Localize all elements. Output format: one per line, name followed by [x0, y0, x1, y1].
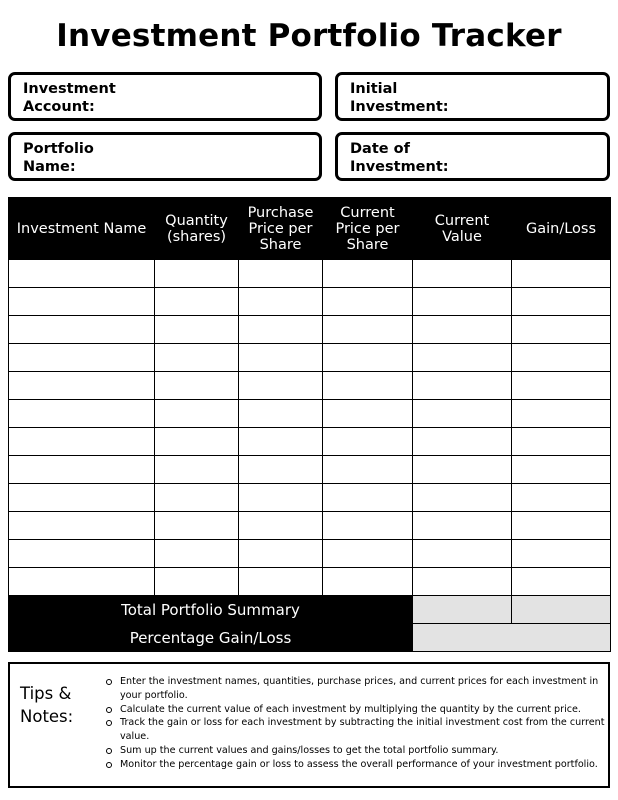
name-cell[interactable] [9, 540, 155, 568]
summary-row [9, 596, 611, 624]
circle-bullet-icon [106, 679, 112, 685]
quantity-cell[interactable] [155, 288, 239, 316]
quantity-cell[interactable] [155, 512, 239, 540]
current-value-cell[interactable] [413, 428, 512, 456]
table-row [9, 260, 611, 288]
current-value-cell[interactable] [413, 512, 512, 540]
current-price-cell[interactable] [323, 372, 413, 400]
gain-loss-cell[interactable] [512, 344, 611, 372]
circle-bullet-icon [106, 707, 112, 713]
header-investment-name: Investment Name [9, 198, 155, 260]
name-cell[interactable] [9, 428, 155, 456]
name-cell[interactable] [9, 344, 155, 372]
tip-item: Monitor the percentage gain or loss to assess the overall performance of your investment portfolio. [120, 758, 606, 772]
total-gain-loss-cell[interactable] [512, 596, 611, 624]
investment-account-label-line1: Investment [23, 81, 116, 97]
current-value-cell[interactable] [413, 456, 512, 484]
current-value-cell[interactable] [413, 372, 512, 400]
tip-item: Track the gain or loss for each investment by subtracting the initial investment cost from the current value. [120, 716, 606, 744]
total-portfolio-summary-label: Total Portfolio Summary [9, 596, 413, 624]
name-cell[interactable] [9, 484, 155, 512]
date-of-investment-label-line2: Investment: [350, 159, 449, 175]
current-price-cell[interactable] [323, 568, 413, 596]
purchase-price-cell[interactable] [239, 260, 323, 288]
quantity-cell[interactable] [155, 568, 239, 596]
table-row [9, 316, 611, 344]
quantity-cell[interactable] [155, 456, 239, 484]
table-row [9, 288, 611, 316]
gain-loss-cell[interactable] [512, 260, 611, 288]
purchase-price-cell[interactable] [239, 372, 323, 400]
gain-loss-cell[interactable] [512, 568, 611, 596]
portfolio-name-label-line1: Portfolio [23, 141, 94, 157]
quantity-cell[interactable] [155, 540, 239, 568]
portfolio-name-field[interactable] [8, 132, 322, 181]
current-value-cell[interactable] [413, 400, 512, 428]
current-price-cell[interactable] [323, 260, 413, 288]
purchase-price-cell[interactable] [239, 400, 323, 428]
gain-loss-cell[interactable] [512, 428, 611, 456]
current-price-cell[interactable] [323, 484, 413, 512]
table-row [9, 484, 611, 512]
purchase-price-cell[interactable] [239, 428, 323, 456]
purchase-price-cell[interactable] [239, 568, 323, 596]
purchase-price-cell[interactable] [239, 484, 323, 512]
gain-loss-cell[interactable] [512, 456, 611, 484]
name-cell[interactable] [9, 316, 155, 344]
table-row [9, 344, 611, 372]
gain-loss-cell[interactable] [512, 372, 611, 400]
name-cell[interactable] [9, 260, 155, 288]
quantity-cell[interactable] [155, 260, 239, 288]
table-row [9, 372, 611, 400]
current-price-cell[interactable] [323, 428, 413, 456]
name-cell[interactable] [9, 512, 155, 540]
initial-investment-label-line2: Investment: [350, 99, 449, 115]
percentage-gain-loss-label: Percentage Gain/Loss [9, 624, 413, 652]
quantity-cell[interactable] [155, 316, 239, 344]
table-row [9, 512, 611, 540]
current-price-cell[interactable] [323, 456, 413, 484]
current-value-cell[interactable] [413, 540, 512, 568]
table-row [9, 456, 611, 484]
gain-loss-cell[interactable] [512, 316, 611, 344]
name-cell[interactable] [9, 288, 155, 316]
current-price-cell[interactable] [323, 400, 413, 428]
name-cell[interactable] [9, 372, 155, 400]
portfolio-table [8, 197, 611, 652]
quantity-cell[interactable] [155, 372, 239, 400]
quantity-cell[interactable] [155, 484, 239, 512]
investment-account-field[interactable] [8, 72, 322, 121]
header-purchase-price: Purchase Price per Share [239, 198, 323, 260]
current-value-cell[interactable] [413, 568, 512, 596]
gain-loss-cell[interactable] [512, 400, 611, 428]
tip-item: Sum up the current values and gains/losses to get the total portfolio summary. [120, 744, 606, 758]
gain-loss-cell[interactable] [512, 512, 611, 540]
current-price-cell[interactable] [323, 288, 413, 316]
circle-bullet-icon [106, 762, 112, 768]
table-row [9, 428, 611, 456]
quantity-cell[interactable] [155, 400, 239, 428]
header-gain-loss: Gain/Loss [512, 198, 611, 260]
purchase-price-cell[interactable] [239, 288, 323, 316]
current-value-cell[interactable] [413, 288, 512, 316]
percentage-gain-loss-cell[interactable] [413, 624, 611, 652]
quantity-cell[interactable] [155, 428, 239, 456]
purchase-price-cell[interactable] [239, 344, 323, 372]
current-value-cell[interactable] [413, 316, 512, 344]
current-value-cell[interactable] [413, 344, 512, 372]
purchase-price-cell[interactable] [239, 512, 323, 540]
tips-list [120, 675, 606, 772]
table-row [9, 568, 611, 596]
initial-investment-field[interactable] [335, 72, 610, 121]
percentage-row [9, 624, 611, 652]
purchase-price-cell[interactable] [239, 456, 323, 484]
header-current-value: Current Value [413, 198, 512, 260]
total-current-value-cell[interactable] [413, 596, 512, 624]
tips-notes-label: Tips & Notes: [20, 684, 74, 726]
tip-item: Calculate the current value of each investment by multiplying the quantity by the current price. [120, 703, 606, 717]
current-price-cell[interactable] [323, 316, 413, 344]
circle-bullet-icon [106, 748, 112, 754]
current-price-cell[interactable] [323, 540, 413, 568]
current-price-cell[interactable] [323, 512, 413, 540]
table-row [9, 400, 611, 428]
table-header-row [9, 198, 611, 260]
date-of-investment-field[interactable] [335, 132, 610, 181]
header-quantity: Quantity (shares) [155, 198, 239, 260]
name-cell[interactable] [9, 456, 155, 484]
header-current-price: Current Price per Share [323, 198, 413, 260]
purchase-price-cell[interactable] [239, 316, 323, 344]
gain-loss-cell[interactable] [512, 288, 611, 316]
investment-account-label-line2: Account: [23, 99, 95, 115]
circle-bullet-icon [106, 720, 112, 726]
date-of-investment-label-line1: Date of [350, 141, 410, 157]
current-value-cell[interactable] [413, 260, 512, 288]
quantity-cell[interactable] [155, 344, 239, 372]
name-cell[interactable] [9, 568, 155, 596]
initial-investment-label-line1: Initial [350, 81, 398, 97]
page-title: Investment Portfolio Tracker [56, 18, 562, 54]
portfolio-name-label-line2: Name: [23, 159, 76, 175]
name-cell[interactable] [9, 400, 155, 428]
gain-loss-cell[interactable] [512, 540, 611, 568]
gain-loss-cell[interactable] [512, 484, 611, 512]
tip-item: Enter the investment names, quantities, purchase prices, and current prices for each investment in your portfolio. [120, 675, 606, 703]
purchase-price-cell[interactable] [239, 540, 323, 568]
current-price-cell[interactable] [323, 344, 413, 372]
table-row [9, 540, 611, 568]
tips-notes-box [8, 662, 610, 788]
current-value-cell[interactable] [413, 484, 512, 512]
